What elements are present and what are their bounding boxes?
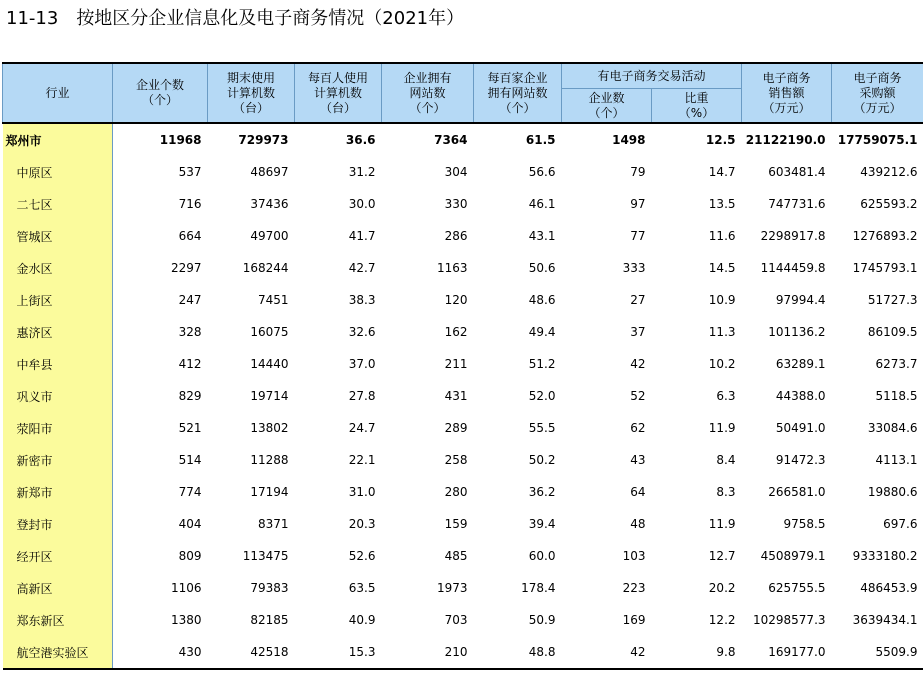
row-value: 729973 [238, 133, 289, 147]
row-region-name: 登封市 [3, 508, 113, 540]
header-websites: 企业拥有 网站数 （个） [382, 63, 474, 123]
row-region-name: 中原区 [3, 156, 113, 188]
row-value: 4113.1 [875, 453, 918, 467]
row-value: 486453.9 [860, 581, 918, 595]
row-value: 19714 [250, 389, 289, 403]
table-row [3, 252, 923, 284]
row-value: 829 [178, 389, 202, 403]
row-value: 62 [630, 421, 646, 435]
row-value: 1745793.1 [852, 261, 918, 275]
row-region-name: 高新区 [3, 572, 113, 604]
row-value: 247 [178, 293, 202, 307]
row-value: 404 [178, 517, 202, 531]
row-value: 39.4 [528, 517, 556, 531]
row-value: 223 [622, 581, 646, 595]
row-value: 101136.2 [768, 325, 826, 339]
row-value: 50.9 [528, 613, 556, 627]
row-value: 24.7 [348, 421, 376, 435]
row-value: 1276893.2 [852, 229, 918, 243]
header-industry: 行业 [3, 63, 113, 123]
row-value: 9333180.2 [852, 549, 918, 563]
row-region-name: 管城区 [3, 220, 113, 252]
row-value: 17194 [250, 485, 289, 499]
row-value: 289 [444, 421, 468, 435]
row-value: 4508979.1 [760, 549, 826, 563]
row-value: 8.4 [716, 453, 736, 467]
table-row [3, 476, 923, 508]
row-value: 168244 [242, 261, 289, 275]
row-value: 664 [178, 229, 202, 243]
row-region-name: 郑东新区 [3, 604, 113, 636]
row-region-name: 巩义市 [3, 380, 113, 412]
row-value: 46.1 [528, 197, 556, 211]
table-row [3, 284, 923, 316]
row-value: 33084.6 [867, 421, 918, 435]
header-ecommerce-group: 有电子商务交易活动 [562, 63, 742, 89]
row-value: 50.6 [528, 261, 556, 275]
row-value: 37 [630, 325, 646, 339]
row-value: 43.1 [528, 229, 556, 243]
table-title [6, 6, 464, 32]
row-value: 2298917.8 [760, 229, 826, 243]
row-value: 19880.6 [867, 485, 918, 499]
row-value: 809 [178, 549, 202, 563]
row-value: 20.3 [348, 517, 376, 531]
row-value: 1163 [436, 261, 468, 275]
row-value: 333 [622, 261, 646, 275]
row-value: 747731.6 [768, 197, 826, 211]
row-value: 178.4 [521, 581, 556, 595]
header-websites-per-hundred: 每百家企业 拥有网站数 （个） [474, 63, 562, 123]
row-value: 15.3 [295, 636, 382, 669]
row-value: 37.0 [348, 357, 376, 371]
table-title-text: 按地区分企业信息化及电子商务情况（2021年） [76, 8, 465, 29]
row-value: 211 [444, 357, 468, 371]
row-value: 9758.5 [783, 517, 826, 531]
row-value: 7364 [434, 133, 468, 147]
row-value: 485 [444, 549, 468, 563]
row-value: 1498 [612, 133, 646, 147]
row-value: 36.6 [345, 133, 376, 147]
row-region-name: 经开区 [3, 540, 113, 572]
table-header [3, 63, 923, 123]
row-value: 11.6 [708, 229, 736, 243]
table-row [3, 572, 923, 604]
row-value: 40.9 [348, 613, 376, 627]
row-value: 280 [444, 485, 468, 499]
row-value: 258 [444, 453, 468, 467]
row-value: 50.2 [528, 453, 556, 467]
row-value: 304 [444, 165, 468, 179]
row-value: 10.9 [708, 293, 736, 307]
row-value: 412 [178, 357, 202, 371]
row-value: 91472.3 [775, 453, 826, 467]
row-region-name: 航空港实验区 [3, 636, 113, 669]
row-value: 21122190.0 [745, 133, 826, 147]
row-value: 52.6 [348, 549, 376, 563]
table-row [3, 156, 923, 188]
row-value: 44388.0 [775, 389, 826, 403]
table-row [3, 188, 923, 220]
row-value: 625593.2 [860, 197, 918, 211]
row-value: 51.2 [528, 357, 556, 371]
row-value: 97994.4 [775, 293, 826, 307]
row-region-name: 中牟县 [3, 348, 113, 380]
row-value: 41.7 [348, 229, 376, 243]
row-region-name: 金水区 [3, 252, 113, 284]
row-value: 63.5 [348, 581, 376, 595]
row-value: 12.2 [708, 613, 736, 627]
row-value: 3639434.1 [852, 613, 918, 627]
row-value: 27 [630, 293, 646, 307]
row-value: 38.3 [348, 293, 376, 307]
table-row [3, 508, 923, 540]
row-value: 330 [444, 197, 468, 211]
row-value: 13802 [250, 421, 289, 435]
row-value: 49.4 [528, 325, 556, 339]
row-value: 82185 [250, 613, 289, 627]
row-value: 11.3 [708, 325, 736, 339]
row-value: 14.7 [708, 165, 736, 179]
row-value: 61.5 [525, 133, 556, 147]
row-value: 1106 [170, 581, 202, 595]
row-value: 48697 [250, 165, 289, 179]
row-value: 32.6 [348, 325, 376, 339]
row-value: 1380 [170, 613, 202, 627]
row-value: 51727.3 [867, 293, 918, 307]
table-row-total [3, 123, 923, 156]
row-value: 8371 [257, 517, 289, 531]
row-value: 603481.4 [768, 165, 826, 179]
row-value: 48.6 [528, 293, 556, 307]
row-value: 162 [444, 325, 468, 339]
header-computers: 期末使用 计算机数 （台） [208, 63, 295, 123]
row-value: 266581.0 [768, 485, 826, 499]
row-value: 42518 [208, 636, 295, 669]
row-value: 48 [630, 517, 646, 531]
row-value: 16075 [250, 325, 289, 339]
row-value: 17759075.1 [837, 133, 918, 147]
row-value: 328 [178, 325, 202, 339]
row-value: 514 [178, 453, 202, 467]
row-value: 22.1 [348, 453, 376, 467]
row-value: 6.3 [716, 389, 736, 403]
header-sales: 电子商务 销售额 （万元） [742, 63, 832, 123]
row-value: 12.5 [705, 133, 736, 147]
row-value: 113475 [242, 549, 289, 563]
row-value: 31.2 [348, 165, 376, 179]
row-value: 103 [622, 549, 646, 563]
row-value: 9.8 [652, 636, 742, 669]
row-value: 2297 [170, 261, 202, 275]
row-value: 13.5 [708, 197, 736, 211]
header-ecommerce-count: 企业数 （个） [562, 89, 652, 124]
statistics-table [2, 62, 923, 670]
row-value: 48.8 [474, 636, 562, 669]
header-enterprises: 企业个数 （个） [113, 63, 208, 123]
row-value: 5509.9 [832, 636, 923, 669]
row-value: 79 [630, 165, 646, 179]
row-value: 537 [178, 165, 202, 179]
table-number: 11-13 [6, 8, 59, 29]
row-value: 79383 [250, 581, 289, 595]
row-value: 31.0 [348, 485, 376, 499]
row-value: 8.3 [716, 485, 736, 499]
table-row [3, 444, 923, 476]
table-row [3, 636, 923, 669]
row-value: 625755.5 [768, 581, 826, 595]
row-value: 49700 [250, 229, 289, 243]
row-value: 52.0 [528, 389, 556, 403]
row-value: 14.5 [708, 261, 736, 275]
row-region-name: 郑州市 [3, 123, 113, 156]
row-value: 169177.0 [742, 636, 832, 669]
row-value: 64 [630, 485, 646, 499]
row-value: 431 [444, 389, 468, 403]
row-value: 86109.5 [867, 325, 918, 339]
row-region-name: 二七区 [3, 188, 113, 220]
row-value: 169 [622, 613, 646, 627]
row-value: 11.9 [708, 421, 736, 435]
row-value: 7451 [257, 293, 289, 307]
row-value: 42 [562, 636, 652, 669]
table-row [3, 348, 923, 380]
row-value: 42 [630, 357, 646, 371]
row-value: 55.5 [528, 421, 556, 435]
row-value: 521 [178, 421, 202, 435]
table-row [3, 380, 923, 412]
header-ecommerce-share: 比重 （%） [652, 89, 742, 124]
row-value: 36.2 [528, 485, 556, 499]
row-value: 37436 [250, 197, 289, 211]
row-value: 774 [178, 485, 202, 499]
row-value: 60.0 [528, 549, 556, 563]
row-value: 703 [444, 613, 468, 627]
row-value: 11288 [250, 453, 289, 467]
row-value: 10.2 [708, 357, 736, 371]
row-value: 11.9 [708, 517, 736, 531]
row-value: 52 [630, 389, 646, 403]
row-value: 286 [444, 229, 468, 243]
row-value: 27.8 [348, 389, 376, 403]
row-value: 697.6 [883, 517, 918, 531]
row-region-name: 惠济区 [3, 316, 113, 348]
table-row [3, 540, 923, 572]
row-value: 50491.0 [775, 421, 826, 435]
row-value: 5118.5 [875, 389, 918, 403]
row-value: 30.0 [348, 197, 376, 211]
row-region-name: 上街区 [3, 284, 113, 316]
row-region-name: 新密市 [3, 444, 113, 476]
row-value: 716 [178, 197, 202, 211]
table-row [3, 412, 923, 444]
row-value: 159 [444, 517, 468, 531]
row-region-name: 新郑市 [3, 476, 113, 508]
row-value: 1144459.8 [760, 261, 826, 275]
row-value: 11968 [159, 133, 202, 147]
header-purchases: 电子商务 采购额 （万元） [832, 63, 923, 123]
row-value: 6273.7 [875, 357, 918, 371]
row-value: 20.2 [708, 581, 736, 595]
row-value: 210 [382, 636, 474, 669]
row-value: 42.7 [348, 261, 376, 275]
row-value: 43 [630, 453, 646, 467]
table-row [3, 220, 923, 252]
row-value: 10298577.3 [752, 613, 826, 627]
row-value: 439212.6 [860, 165, 918, 179]
row-value: 56.6 [528, 165, 556, 179]
row-value: 12.7 [708, 549, 736, 563]
row-value: 63289.1 [775, 357, 826, 371]
row-value: 97 [630, 197, 646, 211]
table-row [3, 604, 923, 636]
row-region-name: 荥阳市 [3, 412, 113, 444]
row-value: 14440 [250, 357, 289, 371]
row-value: 1973 [436, 581, 468, 595]
header-computers-per-hundred: 每百人使用 计算机数 （台） [295, 63, 382, 123]
row-value: 430 [113, 636, 208, 669]
table-body [3, 123, 923, 669]
row-value: 77 [630, 229, 646, 243]
row-value: 120 [444, 293, 468, 307]
table-row [3, 316, 923, 348]
